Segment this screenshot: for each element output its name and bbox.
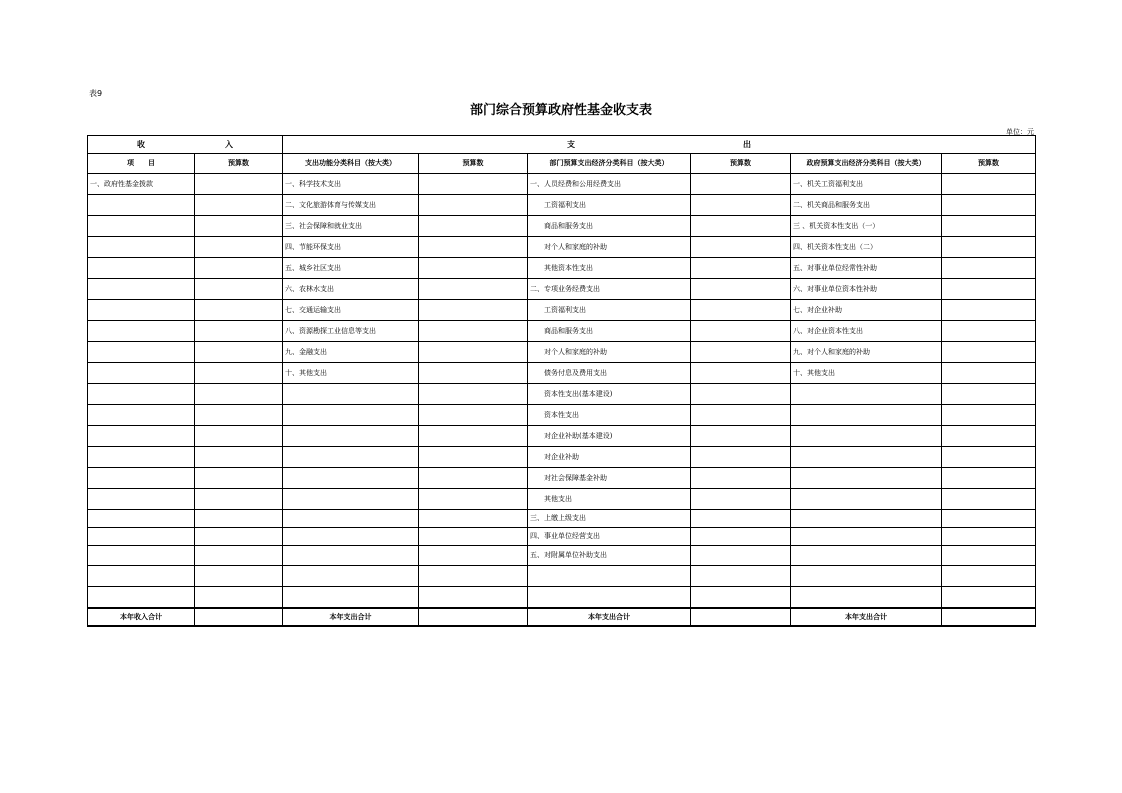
income-budget-cell <box>195 279 283 300</box>
function-item-cell <box>283 489 419 510</box>
function-item-cell <box>283 468 419 489</box>
gov-econ-budget-cell <box>942 321 1036 342</box>
dept-econ-item-cell: 商品和服务支出 <box>528 216 691 237</box>
dept-econ-item-cell: 其他支出 <box>528 489 691 510</box>
table-row <box>88 279 1036 300</box>
function-budget-cell <box>419 587 528 609</box>
income-item-cell <box>88 363 195 384</box>
dept-econ-budget-cell <box>691 174 791 195</box>
function-budget-cell <box>419 447 528 468</box>
table-row <box>88 342 1036 363</box>
table-row <box>88 216 1036 237</box>
gov-econ-budget-cell <box>942 587 1036 609</box>
dept-econ-budget-cell <box>691 279 791 300</box>
gov-econ-budget-cell <box>942 300 1036 321</box>
income-item-cell: 一、政府性基金拨款 <box>88 174 195 195</box>
income-budget-cell <box>195 447 283 468</box>
function-item-cell <box>283 566 419 587</box>
income-item-cell <box>88 237 195 258</box>
function-budget-cell <box>419 363 528 384</box>
gov-econ-budget-cell <box>942 279 1036 300</box>
function-budget-cell <box>419 546 528 566</box>
income-budget-cell <box>195 510 283 528</box>
table-row <box>88 489 1036 510</box>
income-budget-cell <box>195 528 283 546</box>
dept-econ-item-cell: 四、事业单位经营支出 <box>528 528 691 546</box>
income-budget-cell <box>195 195 283 216</box>
income-budget-cell <box>195 321 283 342</box>
col-header-budget: 预算数 <box>195 154 283 174</box>
function-item-cell: 九、金融支出 <box>283 342 419 363</box>
gov-econ-item-cell <box>791 566 942 587</box>
function-budget-cell <box>419 426 528 447</box>
gov-econ-budget-cell <box>942 566 1036 587</box>
gov-econ-item-cell: 九、对个人和家庭的补助 <box>791 342 942 363</box>
unit-label: 单位：元 <box>1006 128 1034 136</box>
gov-econ-item-cell <box>791 426 942 447</box>
col-header-dept-econ-class: 部门预算支出经济分类科目（按大类） <box>528 154 691 174</box>
gov-econ-item-cell: 一、机关工资福利支出 <box>791 174 942 195</box>
gov-econ-item-cell <box>791 528 942 546</box>
income-budget-cell <box>195 468 283 489</box>
dept-econ-item-cell: 商品和服务支出 <box>528 321 691 342</box>
income-item-cell <box>88 195 195 216</box>
gov-econ-budget-cell <box>942 546 1036 566</box>
income-budget-cell <box>195 237 283 258</box>
dept-econ-total-value <box>691 608 791 626</box>
income-total-value <box>195 608 283 626</box>
dept-econ-budget-cell <box>691 384 791 405</box>
function-item-cell <box>283 510 419 528</box>
income-budget-cell <box>195 342 283 363</box>
dept-econ-budget-cell <box>691 528 791 546</box>
col-header-budget: 预算数 <box>419 154 528 174</box>
income-budget-cell <box>195 300 283 321</box>
dept-econ-budget-cell <box>691 546 791 566</box>
table-row <box>88 363 1036 384</box>
table-row <box>88 447 1036 468</box>
dept-econ-budget-cell <box>691 258 791 279</box>
function-item-cell <box>283 528 419 546</box>
income-budget-cell <box>195 546 283 566</box>
gov-econ-budget-cell <box>942 468 1036 489</box>
income-budget-cell <box>195 587 283 609</box>
function-budget-cell <box>419 216 528 237</box>
income-item-cell <box>88 447 195 468</box>
dept-econ-budget-cell <box>691 321 791 342</box>
col-header-function-class: 支出功能分类科目（按大类） <box>283 154 419 174</box>
gov-econ-item-cell: 六、对事业单位资本性补助 <box>791 279 942 300</box>
dept-econ-budget-cell <box>691 342 791 363</box>
dept-econ-item-cell: 对企业补助 <box>528 447 691 468</box>
dept-econ-item-cell: 资本性支出 <box>528 405 691 426</box>
dept-econ-item-cell: 其他资本性支出 <box>528 258 691 279</box>
gov-econ-item-cell <box>791 546 942 566</box>
gov-econ-budget-cell <box>942 258 1036 279</box>
income-item-cell <box>88 426 195 447</box>
function-budget-cell <box>419 489 528 510</box>
income-item-cell <box>88 321 195 342</box>
table-row <box>88 510 1036 528</box>
income-budget-cell <box>195 489 283 510</box>
dept-econ-budget-cell <box>691 195 791 216</box>
budget-table <box>87 135 1036 627</box>
gov-econ-budget-cell <box>942 363 1036 384</box>
function-budget-cell <box>419 528 528 546</box>
gov-econ-budget-cell <box>942 384 1036 405</box>
function-item-cell <box>283 405 419 426</box>
gov-econ-item-cell: 七、对企业补助 <box>791 300 942 321</box>
dept-econ-total-label: 本年支出合计 <box>528 608 691 626</box>
income-item-cell <box>88 405 195 426</box>
income-item-cell <box>88 510 195 528</box>
dept-econ-budget-cell <box>691 510 791 528</box>
income-item-cell <box>88 468 195 489</box>
function-item-cell: 一、科学技术支出 <box>283 174 419 195</box>
function-budget-cell <box>419 566 528 587</box>
page-title: 部门综合预算政府性基金收支表 <box>469 103 652 118</box>
income-budget-cell <box>195 174 283 195</box>
function-total-label: 本年支出合计 <box>283 608 419 626</box>
gov-econ-budget-cell <box>942 510 1036 528</box>
dept-econ-item-cell <box>528 587 691 609</box>
gov-econ-budget-cell <box>942 489 1036 510</box>
dept-econ-budget-cell <box>691 468 791 489</box>
dept-econ-item-cell <box>528 566 691 587</box>
dept-econ-item-cell: 一、人员经费和公用经费支出 <box>528 174 691 195</box>
gov-econ-budget-cell <box>942 237 1036 258</box>
table-row <box>88 468 1036 489</box>
gov-econ-total-label: 本年支出合计 <box>791 608 942 626</box>
function-item-cell: 十、其他支出 <box>283 363 419 384</box>
dept-econ-item-cell: 五、对附属单位补助支出 <box>528 546 691 566</box>
function-item-cell <box>283 426 419 447</box>
col-header-gov-econ-class: 政府预算支出经济分类科目（按大类） <box>791 154 942 174</box>
dept-econ-budget-cell <box>691 587 791 609</box>
expense-group-header: 支 出 <box>283 136 1036 154</box>
income-item-cell <box>88 300 195 321</box>
income-item-cell <box>88 546 195 566</box>
table-row <box>88 258 1036 279</box>
gov-econ-item-cell <box>791 384 942 405</box>
dept-econ-item-cell: 资本性支出(基本建设) <box>528 384 691 405</box>
dept-econ-budget-cell <box>691 216 791 237</box>
dept-econ-item-cell: 债务付息及费用支出 <box>528 363 691 384</box>
function-item-cell: 八、资源勘探工业信息等支出 <box>283 321 419 342</box>
gov-econ-item-cell <box>791 587 942 609</box>
dept-econ-budget-cell <box>691 426 791 447</box>
income-budget-cell <box>195 363 283 384</box>
total-row <box>88 608 1036 626</box>
dept-econ-item-cell: 工资福利支出 <box>528 300 691 321</box>
dept-econ-item-cell: 工资福利支出 <box>528 195 691 216</box>
table-row <box>88 195 1036 216</box>
income-budget-cell <box>195 566 283 587</box>
function-item-cell <box>283 384 419 405</box>
function-budget-cell <box>419 258 528 279</box>
col-header-item: 项 目 <box>88 154 195 174</box>
table-number: 表9 <box>89 89 103 98</box>
table-row <box>88 587 1036 609</box>
dept-econ-budget-cell <box>691 300 791 321</box>
income-item-cell <box>88 528 195 546</box>
function-item-cell: 七、交通运输支出 <box>283 300 419 321</box>
gov-econ-item-cell <box>791 447 942 468</box>
function-item-cell <box>283 546 419 566</box>
table-row <box>88 566 1036 587</box>
gov-econ-item-cell <box>791 489 942 510</box>
income-group-header: 收 入 <box>88 136 283 154</box>
function-item-cell <box>283 447 419 468</box>
group-header-row <box>88 136 1036 154</box>
gov-econ-item-cell: 二、机关商品和服务支出 <box>791 195 942 216</box>
function-item-cell: 二、文化旅游体育与传媒支出 <box>283 195 419 216</box>
income-budget-cell <box>195 258 283 279</box>
function-item-cell <box>283 587 419 609</box>
function-budget-cell <box>419 279 528 300</box>
gov-econ-budget-cell <box>942 342 1036 363</box>
gov-econ-total-value <box>942 608 1036 626</box>
gov-econ-budget-cell <box>942 174 1036 195</box>
income-item-cell <box>88 342 195 363</box>
income-item-cell <box>88 587 195 609</box>
gov-econ-budget-cell <box>942 426 1036 447</box>
dept-econ-item-cell: 二、专项业务经费支出 <box>528 279 691 300</box>
dept-econ-item-cell: 对个人和家庭的补助 <box>528 342 691 363</box>
function-budget-cell <box>419 405 528 426</box>
function-budget-cell <box>419 300 528 321</box>
income-item-cell <box>88 489 195 510</box>
gov-econ-budget-cell <box>942 216 1036 237</box>
gov-econ-item-cell <box>791 405 942 426</box>
col-header-budget: 预算数 <box>691 154 791 174</box>
col-header-budget: 预算数 <box>942 154 1036 174</box>
income-budget-cell <box>195 216 283 237</box>
dept-econ-budget-cell <box>691 405 791 426</box>
gov-econ-budget-cell <box>942 405 1036 426</box>
table-row <box>88 174 1036 195</box>
function-budget-cell <box>419 468 528 489</box>
function-item-cell: 三、社会保障和就业支出 <box>283 216 419 237</box>
income-total-label: 本年收入合计 <box>88 608 195 626</box>
gov-econ-item-cell <box>791 468 942 489</box>
table-row <box>88 528 1036 546</box>
income-budget-cell <box>195 384 283 405</box>
income-budget-cell <box>195 426 283 447</box>
gov-econ-budget-cell <box>942 447 1036 468</box>
gov-econ-item-cell: 四、机关资本性支出（二） <box>791 237 942 258</box>
income-item-cell <box>88 384 195 405</box>
gov-econ-budget-cell <box>942 195 1036 216</box>
table-row <box>88 426 1036 447</box>
column-header-row <box>88 154 1036 174</box>
function-budget-cell <box>419 237 528 258</box>
dept-econ-item-cell: 对企业补助(基本建设) <box>528 426 691 447</box>
gov-econ-item-cell: 十、其他支出 <box>791 363 942 384</box>
income-budget-cell <box>195 405 283 426</box>
function-item-cell: 六、农林水支出 <box>283 279 419 300</box>
table-row <box>88 405 1036 426</box>
function-budget-cell <box>419 321 528 342</box>
dept-econ-item-cell: 对个人和家庭的补助 <box>528 237 691 258</box>
function-item-cell: 四、节能环保支出 <box>283 237 419 258</box>
table-row <box>88 384 1036 405</box>
dept-econ-budget-cell <box>691 447 791 468</box>
table-row <box>88 546 1036 566</box>
dept-econ-item-cell: 对社会保障基金补助 <box>528 468 691 489</box>
table-row <box>88 321 1036 342</box>
function-budget-cell <box>419 342 528 363</box>
table-row <box>88 300 1036 321</box>
dept-econ-budget-cell <box>691 363 791 384</box>
dept-econ-budget-cell <box>691 489 791 510</box>
gov-econ-budget-cell <box>942 528 1036 546</box>
function-budget-cell <box>419 195 528 216</box>
function-budget-cell <box>419 174 528 195</box>
income-item-cell <box>88 566 195 587</box>
gov-econ-item-cell <box>791 510 942 528</box>
income-item-cell <box>88 279 195 300</box>
table-row <box>88 237 1036 258</box>
income-item-cell <box>88 258 195 279</box>
dept-econ-budget-cell <box>691 237 791 258</box>
function-total-value <box>419 608 528 626</box>
function-budget-cell <box>419 510 528 528</box>
gov-econ-item-cell: 三 、机关资本性支出（一） <box>791 216 942 237</box>
gov-econ-item-cell: 八、对企业资本性支出 <box>791 321 942 342</box>
function-budget-cell <box>419 384 528 405</box>
dept-econ-item-cell: 三、上缴上级支出 <box>528 510 691 528</box>
gov-econ-item-cell: 五、对事业单位经常性补助 <box>791 258 942 279</box>
income-item-cell <box>88 216 195 237</box>
function-item-cell: 五、城乡社区支出 <box>283 258 419 279</box>
dept-econ-budget-cell <box>691 566 791 587</box>
